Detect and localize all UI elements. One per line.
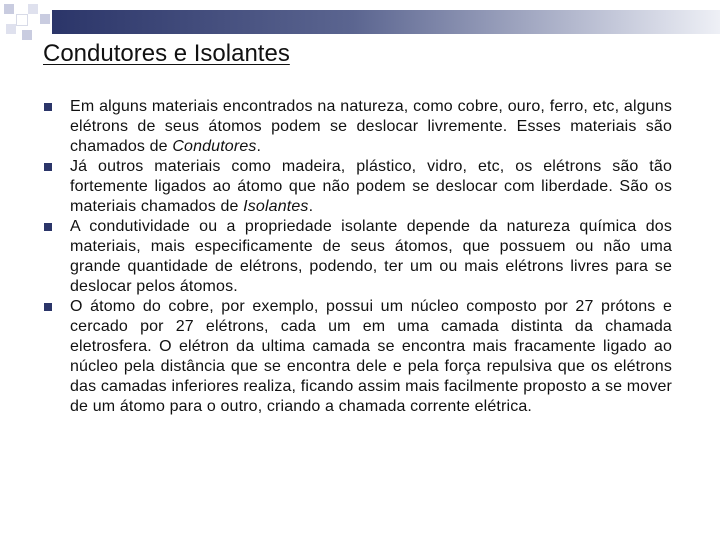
deco-square	[22, 30, 32, 40]
bullet-text-end: .	[308, 198, 314, 215]
deco-square	[6, 24, 16, 34]
square-bullet-icon	[44, 303, 52, 311]
bullet-item	[44, 297, 672, 417]
deco-square	[16, 14, 28, 26]
bullet-emphasis: Condutores	[172, 138, 257, 155]
deco-square	[28, 4, 38, 14]
bullet-item	[44, 157, 672, 217]
square-bullet-icon	[44, 103, 52, 111]
bullet-text-end: .	[256, 138, 262, 155]
square-bullet-icon	[44, 223, 52, 231]
bullet-text: Em alguns materiais encontrados na natureza, como cobre, ouro, ferro, etc, alguns elétrons de seus átomos podem se deslocar livremente. Esses materiais são chamados de	[70, 98, 672, 155]
bullet-text: A condutividade ou a propriedade isolante depende da natureza química dos materiais, mais especificamente de seus átomos, que possuem ou não uma grande quantidade de elétrons, podendo, ter um ou mais elétrons livres para se deslocar pelos átomos.	[70, 218, 672, 295]
bullet-text: O átomo do cobre, por exemplo, possui um núcleo composto por 27 prótons e cercado por 27 elétrons, cada um em uma camada distinta da chamada eletrosfera. O elétron da ultima camada se encontra mais fracamente ligado ao núcleo pela distância que se encontra dele e pela força repulsiva que os elétrons das camadas inferiores realiza, ficando assim mais facilmente proposto a se mover de um átomo para o outro, criando a chamada corrente elétrica.	[70, 298, 672, 415]
bullet-item	[44, 97, 672, 157]
slide-title: Condutores e Isolantes	[43, 40, 290, 67]
square-bullet-icon	[44, 163, 52, 171]
bullet-text: Já outros materiais como madeira, plástico, vidro, etc, os elétrons são tão fortemente ligados ao átomo que não podem se deslocar com liberdade. São os materiais chamados de	[70, 158, 672, 215]
bullet-item	[44, 217, 672, 297]
deco-square	[40, 14, 50, 24]
bullet-list	[44, 97, 672, 417]
decorative-squares	[0, 0, 60, 45]
bullet-emphasis: Isolantes	[243, 198, 309, 215]
header-bar	[52, 10, 720, 34]
deco-square	[4, 4, 14, 14]
